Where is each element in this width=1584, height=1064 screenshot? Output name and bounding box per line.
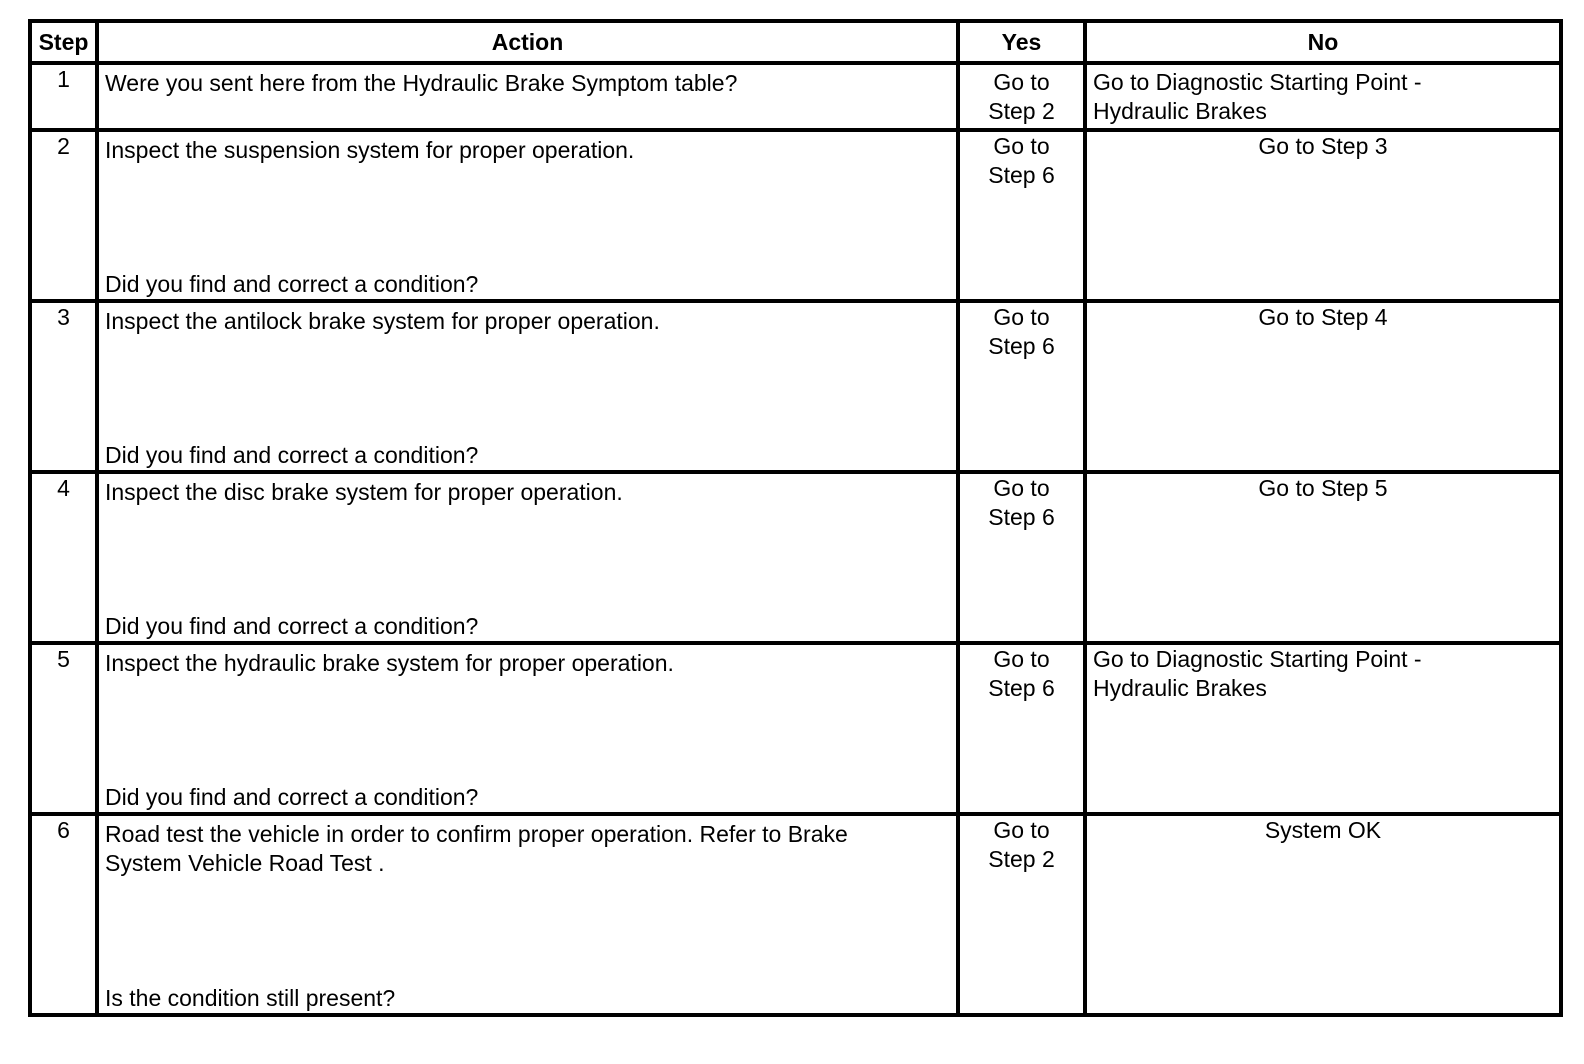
no-cell bbox=[1085, 63, 1561, 130]
yes-line-2: Step 6 bbox=[988, 162, 1055, 188]
action-question: Did you find and correct a condition? bbox=[105, 442, 479, 468]
yes-cell bbox=[958, 130, 1085, 301]
table-header-row bbox=[30, 21, 1561, 63]
action-text-line-2: System Vehicle Road Test . bbox=[105, 850, 385, 876]
yes-cell bbox=[958, 472, 1085, 643]
action-text: Inspect the antilock brake system for proper operation. bbox=[105, 308, 660, 334]
no-line-2: Hydraulic Brakes bbox=[1093, 675, 1267, 701]
action-question: Is the condition still present? bbox=[105, 985, 396, 1011]
step-number: 3 bbox=[30, 301, 97, 472]
action-cell bbox=[97, 472, 958, 643]
action-text: Inspect the suspension system for proper operation. bbox=[105, 137, 635, 163]
no-cell bbox=[1085, 643, 1561, 814]
yes-line-1: Go to bbox=[993, 475, 1050, 501]
header-step: Step bbox=[30, 21, 97, 63]
action-cell bbox=[97, 130, 958, 301]
no-line-2: System OK bbox=[1264, 817, 1382, 843]
action-cell bbox=[97, 643, 958, 814]
action-question: Did you find and correct a condition? bbox=[105, 784, 479, 810]
yes-line-2: Step 6 bbox=[988, 504, 1055, 530]
no-cell bbox=[1085, 130, 1561, 301]
yes-line-1: Go to bbox=[993, 646, 1050, 672]
no-line-2: Go to Step 3 bbox=[1258, 133, 1388, 159]
action-text: Inspect the hydraulic brake system for proper operation. bbox=[105, 650, 674, 676]
table-row bbox=[30, 63, 1561, 130]
header-yes: Yes bbox=[958, 21, 1085, 63]
yes-line-1: Go to bbox=[993, 817, 1050, 843]
yes-cell bbox=[958, 814, 1085, 1015]
diagnostic-table bbox=[28, 19, 1563, 1017]
step-number: 4 bbox=[30, 472, 97, 643]
yes-line-1: Go to bbox=[993, 133, 1050, 159]
step-number: 1 bbox=[30, 63, 97, 130]
yes-cell bbox=[958, 301, 1085, 472]
table-row bbox=[30, 301, 1561, 472]
table-row bbox=[30, 130, 1561, 301]
action-question: Did you find and correct a condition? bbox=[105, 613, 479, 639]
no-cell bbox=[1085, 301, 1561, 472]
yes-line-1: Go to bbox=[993, 304, 1050, 330]
no-cell bbox=[1085, 814, 1561, 1015]
table-row bbox=[30, 472, 1561, 643]
table-row bbox=[30, 814, 1561, 1015]
yes-cell bbox=[958, 63, 1085, 130]
no-cell bbox=[1085, 472, 1561, 643]
yes-line-2: Step 6 bbox=[988, 333, 1055, 359]
action-text bbox=[105, 820, 950, 878]
step-number: 6 bbox=[30, 814, 97, 1015]
header-action: Action bbox=[97, 21, 958, 63]
no-line-2: Go to Step 4 bbox=[1258, 304, 1388, 330]
table-row bbox=[30, 643, 1561, 814]
action-text: Inspect the disc brake system for proper operation. bbox=[105, 479, 623, 505]
step-number: 2 bbox=[30, 130, 97, 301]
no-line-2: Hydraulic Brakes bbox=[1093, 97, 1267, 124]
no-line-2: Go to Step 5 bbox=[1258, 475, 1388, 501]
yes-cell bbox=[958, 643, 1085, 814]
action-text-line-1: Road test the vehicle in order to confirm proper operation. Refer to Brake bbox=[105, 821, 848, 847]
action-cell bbox=[97, 63, 958, 130]
action-question: Did you find and correct a condition? bbox=[105, 271, 479, 297]
no-line-1: Go to Diagnostic Starting Point - bbox=[1093, 68, 1422, 95]
action-cell bbox=[97, 814, 958, 1015]
yes-line-1: Go to bbox=[993, 68, 1050, 95]
action-text: Were you sent here from the Hydraulic Brake Symptom table? bbox=[105, 70, 738, 96]
yes-line-2: Step 2 bbox=[988, 97, 1055, 124]
no-line-1: Go to Diagnostic Starting Point - bbox=[1093, 646, 1422, 672]
step-number: 5 bbox=[30, 643, 97, 814]
action-cell bbox=[97, 301, 958, 472]
yes-line-2: Step 6 bbox=[988, 675, 1055, 701]
header-no: No bbox=[1085, 21, 1561, 63]
yes-line-2: Step 2 bbox=[988, 846, 1055, 872]
